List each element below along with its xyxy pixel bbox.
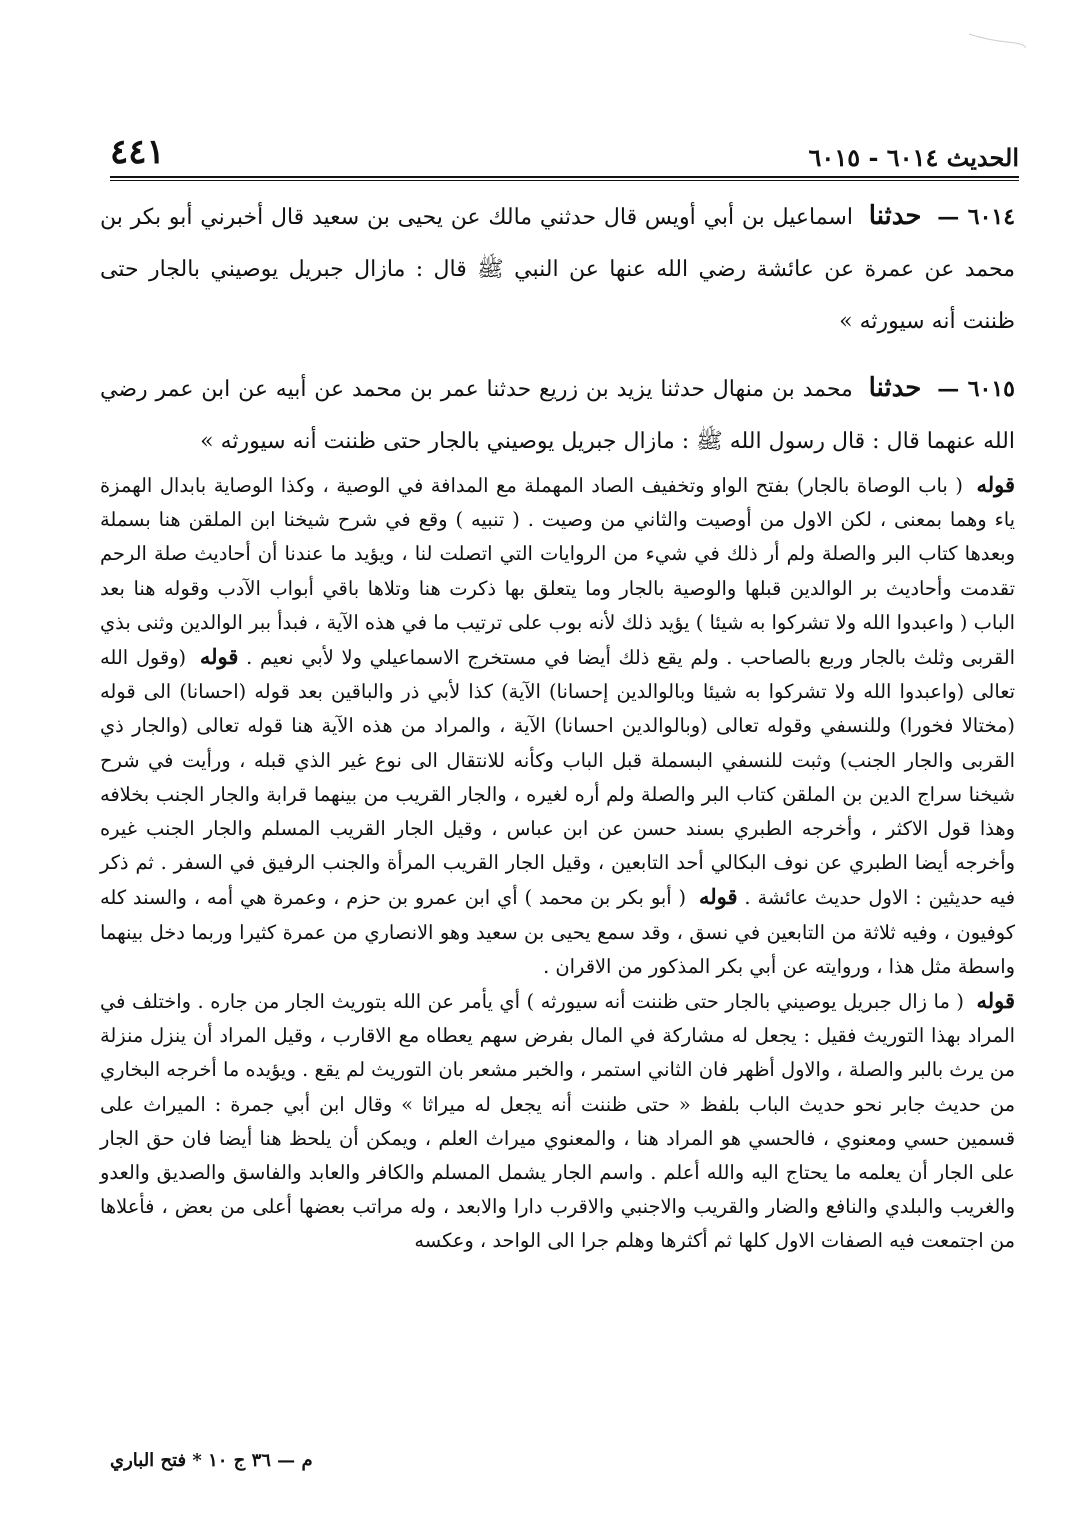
commentary-lead: قوله — [976, 472, 1015, 497]
commentary-paragraph: ( ما زال جبريل يوصيني بالجار حتى ظننت أنه سيورثه ) أي يأمر عن الله بتوريث الجار من جاره . واختلف في المراد بهذا التوريث فقيل : يجعل له مشاركة في المال بفرض سهم يعطاه مع الاقارب ، وقيل المراد أن ينزل منزلة من يرث بالبر والصلة ، والاول أظهر فان الثاني استمر ، والخبر مشعر بان التوريث لم يقع . ويؤيده ما أخرجه البخاري من حديث جابر نحو حديث الباب بلفظ « حتى ظننت أنه يجعل له ميراثا » وقال ابن أبي جمرة : الميراث على قسمين حسي ومعنوي ، فالحسي هو المراد هنا ، والمعنوي ميراث العلم ، ويمكن أن يلحظ هنا أيضا فان حق الجار على الجار أن يعلمه ما يحتاج اليه والله أعلم . واسم الجار يشمل المسلم والكافر والعابد والفاسق والصديق والعدو والغريب والبلدي والنافع والضار والقريب والاجنبي والاقرب دارا والابعد ، وله مراتب بعضها أعلى من بعض ، فأعلاها من اجتمعت فيه الصفات الاول كلها ثم أكثرها وهلم جرا الى الواحد ، وعكسه — [100, 990, 1015, 1253]
printer-signature: م — ٣٦ ج ١٠ * فتح الباري — [110, 1450, 313, 1471]
page-number: ٤٤١ — [110, 132, 165, 172]
commentary-paragraph: ( باب الوصاة بالجار) بفتح الواو وتخفيف الصاد المهملة مع المدافة في الوصية ، وكذا الوصاية بابدال الهمزة ياء وهما بمعنى ، لكن الاول من أوصيت والثاني من وصيت . ( تنبيه ) وقع في شرح شيخنا ابن الملقن هنا بسملة وبعدها كتاب البر والصلة ولم أر ذلك في شيء من الروايات التي اتصلت لنا ، ويؤيد ما عندنا أن أحاديث صلة الرحم تقدمت وأحاديث بر الوالدين قبلها والوصية بالجار وما يتعلق بها ذكرت هنا وتلاها باقي أبواب الآدب وقوله هنا بعد الباب ( واعبدوا الله ولا تشركوا به شيئا ) يؤيد ذلك لأنه بوب على ترتيب ما في هذه الآية ، فبدأ ببر الوالدين وثنى بذي القربى وثلث بالجار وربع بالصاحب . ولم يقع ذلك أيضا في مستخرج الاسماعيلي ولا لأبي نعيم . — [100, 474, 1015, 670]
hadith-lead: حدثنا — [868, 373, 922, 403]
scan-mark — [967, 30, 1027, 50]
commentary-paragraph: ( أبو بكر بن محمد ) أي ابن عمرو بن حزم ، وعمرة هي أمه ، والسند كله كوفيون ، وفيه ثلاثة من التابعين في نسق ، وقد سمع يحيى بن سعيد وهو الانصاري من عمرة كثيرا وربما دخل بينهما واسطة مثل هذا ، وروايته عن أبي بكر المذكور من الاقران . — [100, 886, 1015, 978]
hadith-6014 — [100, 190, 1015, 348]
hadith-6015 — [100, 362, 1015, 468]
page-header — [110, 128, 1019, 172]
running-head: الحديث ٦٠١٤ - ٦٠١٥ — [808, 143, 1019, 172]
hadith-number: ٦٠١٤ — — [937, 204, 1016, 230]
commentary-lead: قوله — [698, 884, 738, 910]
commentary-lead: قوله — [199, 644, 239, 670]
header-rule-thin — [110, 180, 1019, 181]
hadith-text: محمد بن منهال حدثنا يزيد بن زريع حدثنا عمر بن محمد عن أبيه عن ابن عمر رضي الله عنهما قال : قال رسول الله ﷺ : مازال جبريل يوصيني بالجار حتى ظننت أنه سيورثه » — [100, 377, 1015, 454]
header-rule — [110, 176, 1019, 178]
hadith-number: ٦٠١٥ — — [937, 376, 1015, 402]
commentary-lead: قوله — [976, 988, 1016, 1014]
commentary — [100, 468, 1015, 1259]
hadith-lead: حدثنا — [868, 201, 922, 231]
commentary-paragraph: (وقول الله تعالى (واعبدوا الله ولا تشركوا به شيئا وبالوالدين إحسانا) الآية) كذا لأبي ذر والباقين بعد قوله (احسانا) الى قوله (مختالا فخورا) وللنسفي وقوله تعالى (وبالوالدين احسانا) الآية ، والمراد من هذه الآية هنا قوله تعالى (والجار ذي القربى والجار الجنب) وثبت للنسفي البسملة قبل الباب وكأنه للانتقال الى نوع غير الذي قبله ، ورأيت في شرح شيخنا سراج الدين بن الملقن كتاب البر والصلة ولم أره لغيره ، والجار القريب من بينهما قرابة والجار الجنب بخلافه وهذا قول الاكثر ، وأخرجه الطبري بسند حسن عن ابن عباس ، وقيل الجار القريب المسلم والجار الجنب غيره وأخرجه أيضا الطبري عن نوف البكالي أحد التابعين ، وقيل الجار القريب المرأة والجنب الرفيق في السفر . ثم ذكر فيه حديثين : الاول حديث عائشة . — [100, 646, 1015, 910]
hadith-text: اسماعيل بن أبي أويس قال حدثني مالك عن يحيى بن سعيد قال أخبرني أبو بكر بن محمد عن عمرة عن عائشة رضي الله عنها عن النبي ﷺ قال : مازال جبريل يوصيني بالجار حتى ظننت أنه سيورثه » — [100, 205, 1015, 334]
